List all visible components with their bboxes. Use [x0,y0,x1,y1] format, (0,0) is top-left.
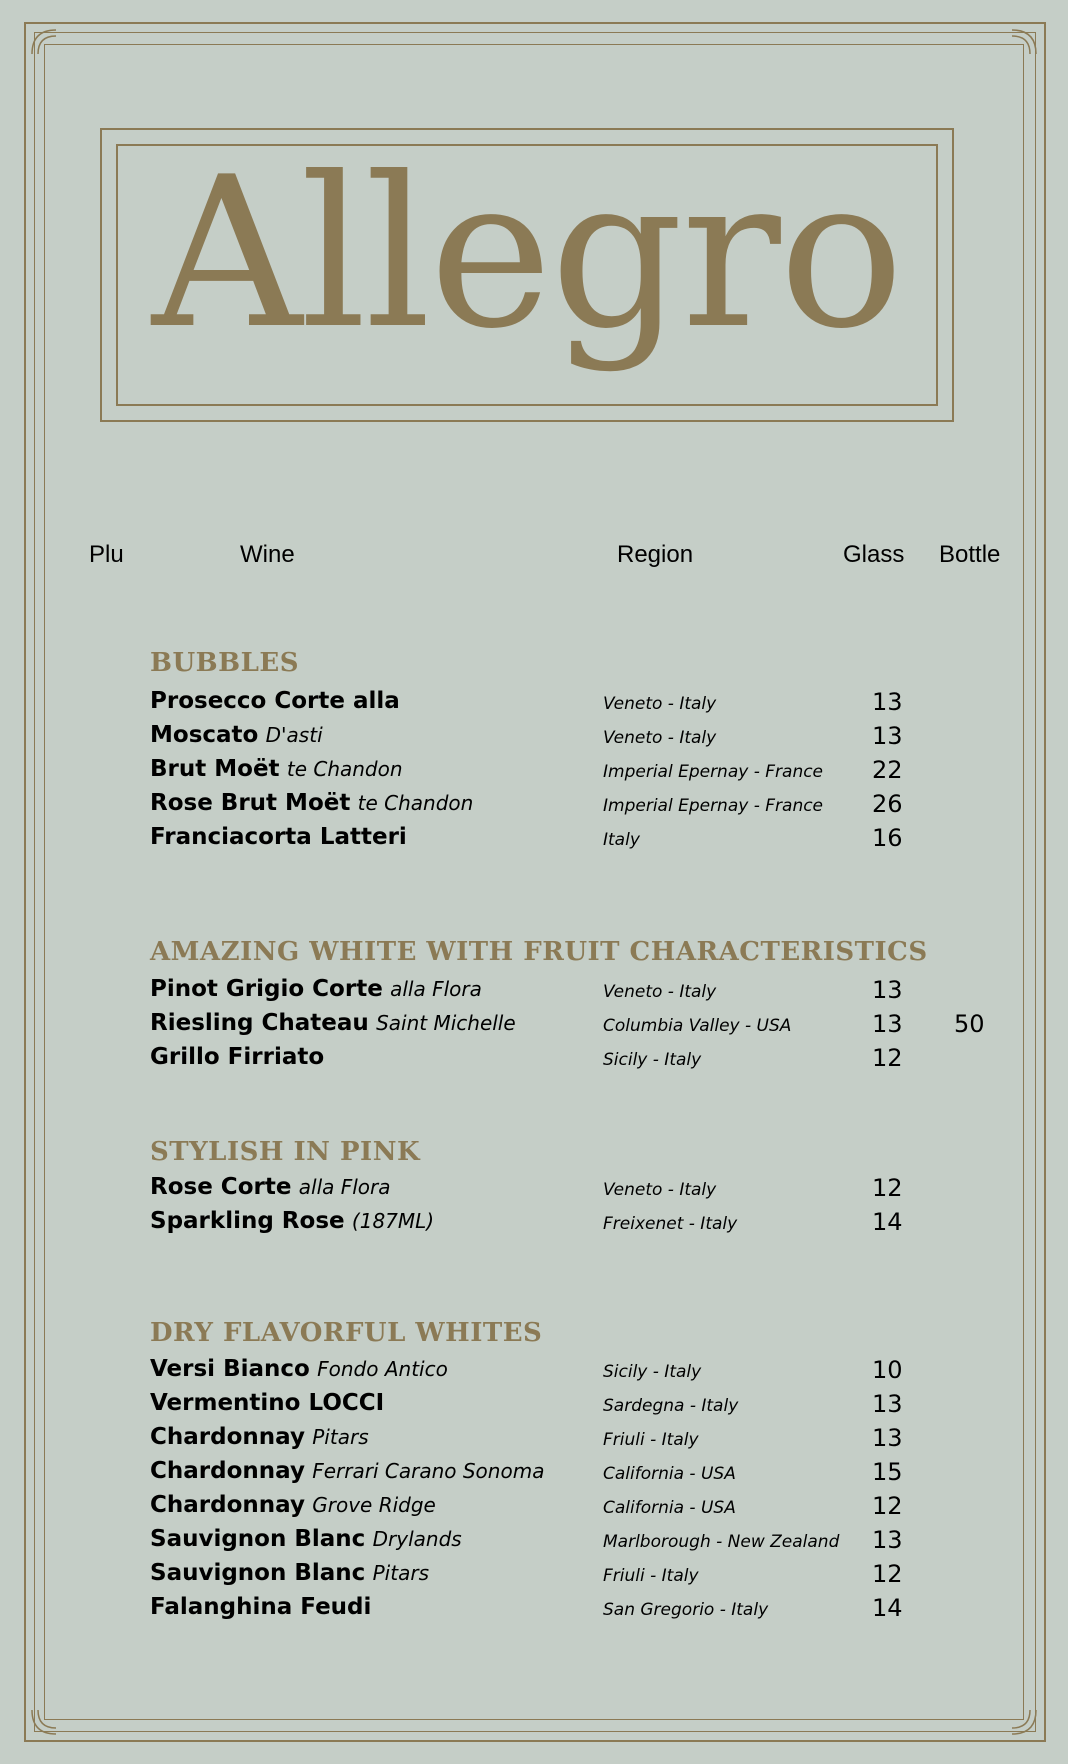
wine-producer: Pitars [312,1425,369,1449]
corner-ornament-icon [1010,1708,1038,1736]
corner-ornament-icon [30,28,58,56]
wine-producer: te Chandon [357,791,474,815]
wine-row [0,1594,1068,1628]
wine-cell [150,1492,436,1518]
wine-name: Sparkling Rose [150,1208,345,1234]
wine-row [0,1356,1068,1390]
wine-region: Freixenet - Italy [603,1214,738,1234]
wine-cell [150,1594,371,1620]
wine-producer: alla Flora [390,977,482,1001]
wine-region: Imperial Epernay - France [603,762,824,782]
wine-name: Moscato [150,722,259,748]
wine-region: California - USA [603,1464,736,1484]
wine-name: Rose Corte [150,1174,292,1200]
wine-producer: Saint Michelle [376,1011,516,1035]
glass-price: 10 [872,1356,903,1384]
wine-row [0,1174,1068,1208]
wine-cell [150,1560,429,1586]
wine-region: Sicily - Italy [603,1362,702,1382]
wine-region: San Gregorio - Italy [603,1600,769,1620]
wine-row [0,976,1068,1010]
glass-price: 14 [872,1594,903,1622]
glass-price: 12 [872,1044,903,1072]
section-title: DRY FLAVORFUL WHITES [150,1318,543,1348]
wine-name: Rose Brut Moët [150,790,351,816]
logo-frame [100,128,954,422]
wine-row [0,1010,1068,1044]
wine-name: Chardonnay [150,1492,305,1518]
wine-region: Marlborough - New Zealand [603,1532,840,1552]
wine-name: Pinot Grigio Corte [150,976,383,1002]
glass-price: 14 [872,1208,903,1236]
wine-name: Falanghina Feudi [150,1594,372,1620]
header-region: Region [617,541,694,568]
wine-name: Franciacorta Latteri [150,824,407,850]
wine-row [0,790,1068,824]
wine-row [0,756,1068,790]
wine-cell [150,1356,448,1382]
wine-region: Italy [603,830,640,850]
wine-cell [150,790,473,816]
wine-producer: Grove Ridge [312,1493,436,1517]
wine-name: Vermentino LOCCI [150,1390,385,1416]
wine-name: Chardonnay [150,1458,305,1484]
wine-region: Columbia Valley - USA [603,1016,792,1036]
wine-name: Chardonnay [150,1424,305,1450]
corner-ornament-icon [30,1708,58,1736]
wine-producer: (187ML) [351,1209,435,1233]
wine-row [0,722,1068,756]
wine-region: Friuli - Italy [603,1430,699,1450]
header-glass: Glass [843,541,905,568]
wine-cell [150,1208,434,1234]
wine-region: Veneto - Italy [603,694,717,714]
section-title: AMAZING WHITE WITH FRUIT CHARACTERISTICS [150,937,928,967]
wine-producer: alla Flora [298,1175,391,1199]
wine-region: Veneto - Italy [603,728,717,748]
wine-region: Friuli - Italy [603,1566,699,1586]
wine-cell [150,824,407,850]
wine-region: Sicily - Italy [603,1050,702,1070]
section-title: STYLISH IN PINK [150,1137,421,1167]
wine-cell [150,1174,391,1200]
wine-producer: Fondo Antico [317,1357,448,1381]
wine-row [0,1458,1068,1492]
wine-row [0,1390,1068,1424]
wine-row [0,1560,1068,1594]
glass-price: 13 [872,1390,903,1418]
section-title: BUBBLES [150,648,299,678]
wine-cell [150,1390,384,1416]
wine-row [0,824,1068,858]
corner-ornament-icon [1010,28,1038,56]
glass-price: 15 [872,1458,903,1486]
wine-cell [150,722,323,748]
wine-producer: Ferrari Carano Sonoma [312,1459,545,1483]
wine-cell [150,1526,462,1552]
glass-price: 12 [872,1492,903,1520]
header-plu: Plu [89,541,124,568]
wine-row [0,1424,1068,1458]
glass-price: 13 [872,1010,903,1038]
wine-name: Sauvignon Blanc [150,1560,366,1586]
glass-price: 12 [872,1560,903,1588]
glass-price: 13 [872,688,903,716]
wine-name: Versi Bianco [150,1356,310,1382]
wine-name: Grillo Firriato [150,1044,325,1070]
wine-row [0,1492,1068,1526]
wine-cell [150,976,482,1002]
header-wine: Wine [240,541,295,568]
wine-region: Sardegna - Italy [603,1396,739,1416]
wine-producer: Drylands [372,1527,462,1551]
wine-cell [150,1010,516,1036]
wine-cell [150,756,403,782]
glass-price: 13 [872,1526,903,1554]
wine-name: Brut Moët [150,756,280,782]
wine-row [0,688,1068,722]
wine-row [0,1208,1068,1242]
wine-cell [150,1044,324,1070]
wine-row [0,1526,1068,1560]
wine-producer: te Chandon [286,757,403,781]
wine-region: Veneto - Italy [603,1180,717,1200]
glass-price: 22 [872,756,903,784]
wine-cell [150,1458,544,1484]
glass-price: 13 [872,1424,903,1452]
wine-name: Prosecco Corte alla [150,688,400,714]
bottle-price: 50 [954,1010,985,1038]
glass-price: 26 [872,790,903,818]
wine-region: Veneto - Italy [603,982,717,1002]
wine-cell [150,1424,369,1450]
brand-logo: Allegro [151,133,903,375]
wine-producer: D'asti [265,723,323,747]
glass-price: 12 [872,1174,903,1202]
glass-price: 13 [872,976,903,1004]
wine-region: Imperial Epernay - France [603,796,824,816]
wine-region: California - USA [603,1498,736,1518]
wine-cell [150,688,400,714]
wine-name: Sauvignon Blanc [150,1526,366,1552]
wine-row [0,1044,1068,1078]
header-bottle: Bottle [939,541,1001,568]
glass-price: 16 [872,824,903,852]
wine-name: Riesling Chateau [150,1010,369,1036]
wine-producer: Pitars [372,1561,429,1585]
glass-price: 13 [872,722,903,750]
